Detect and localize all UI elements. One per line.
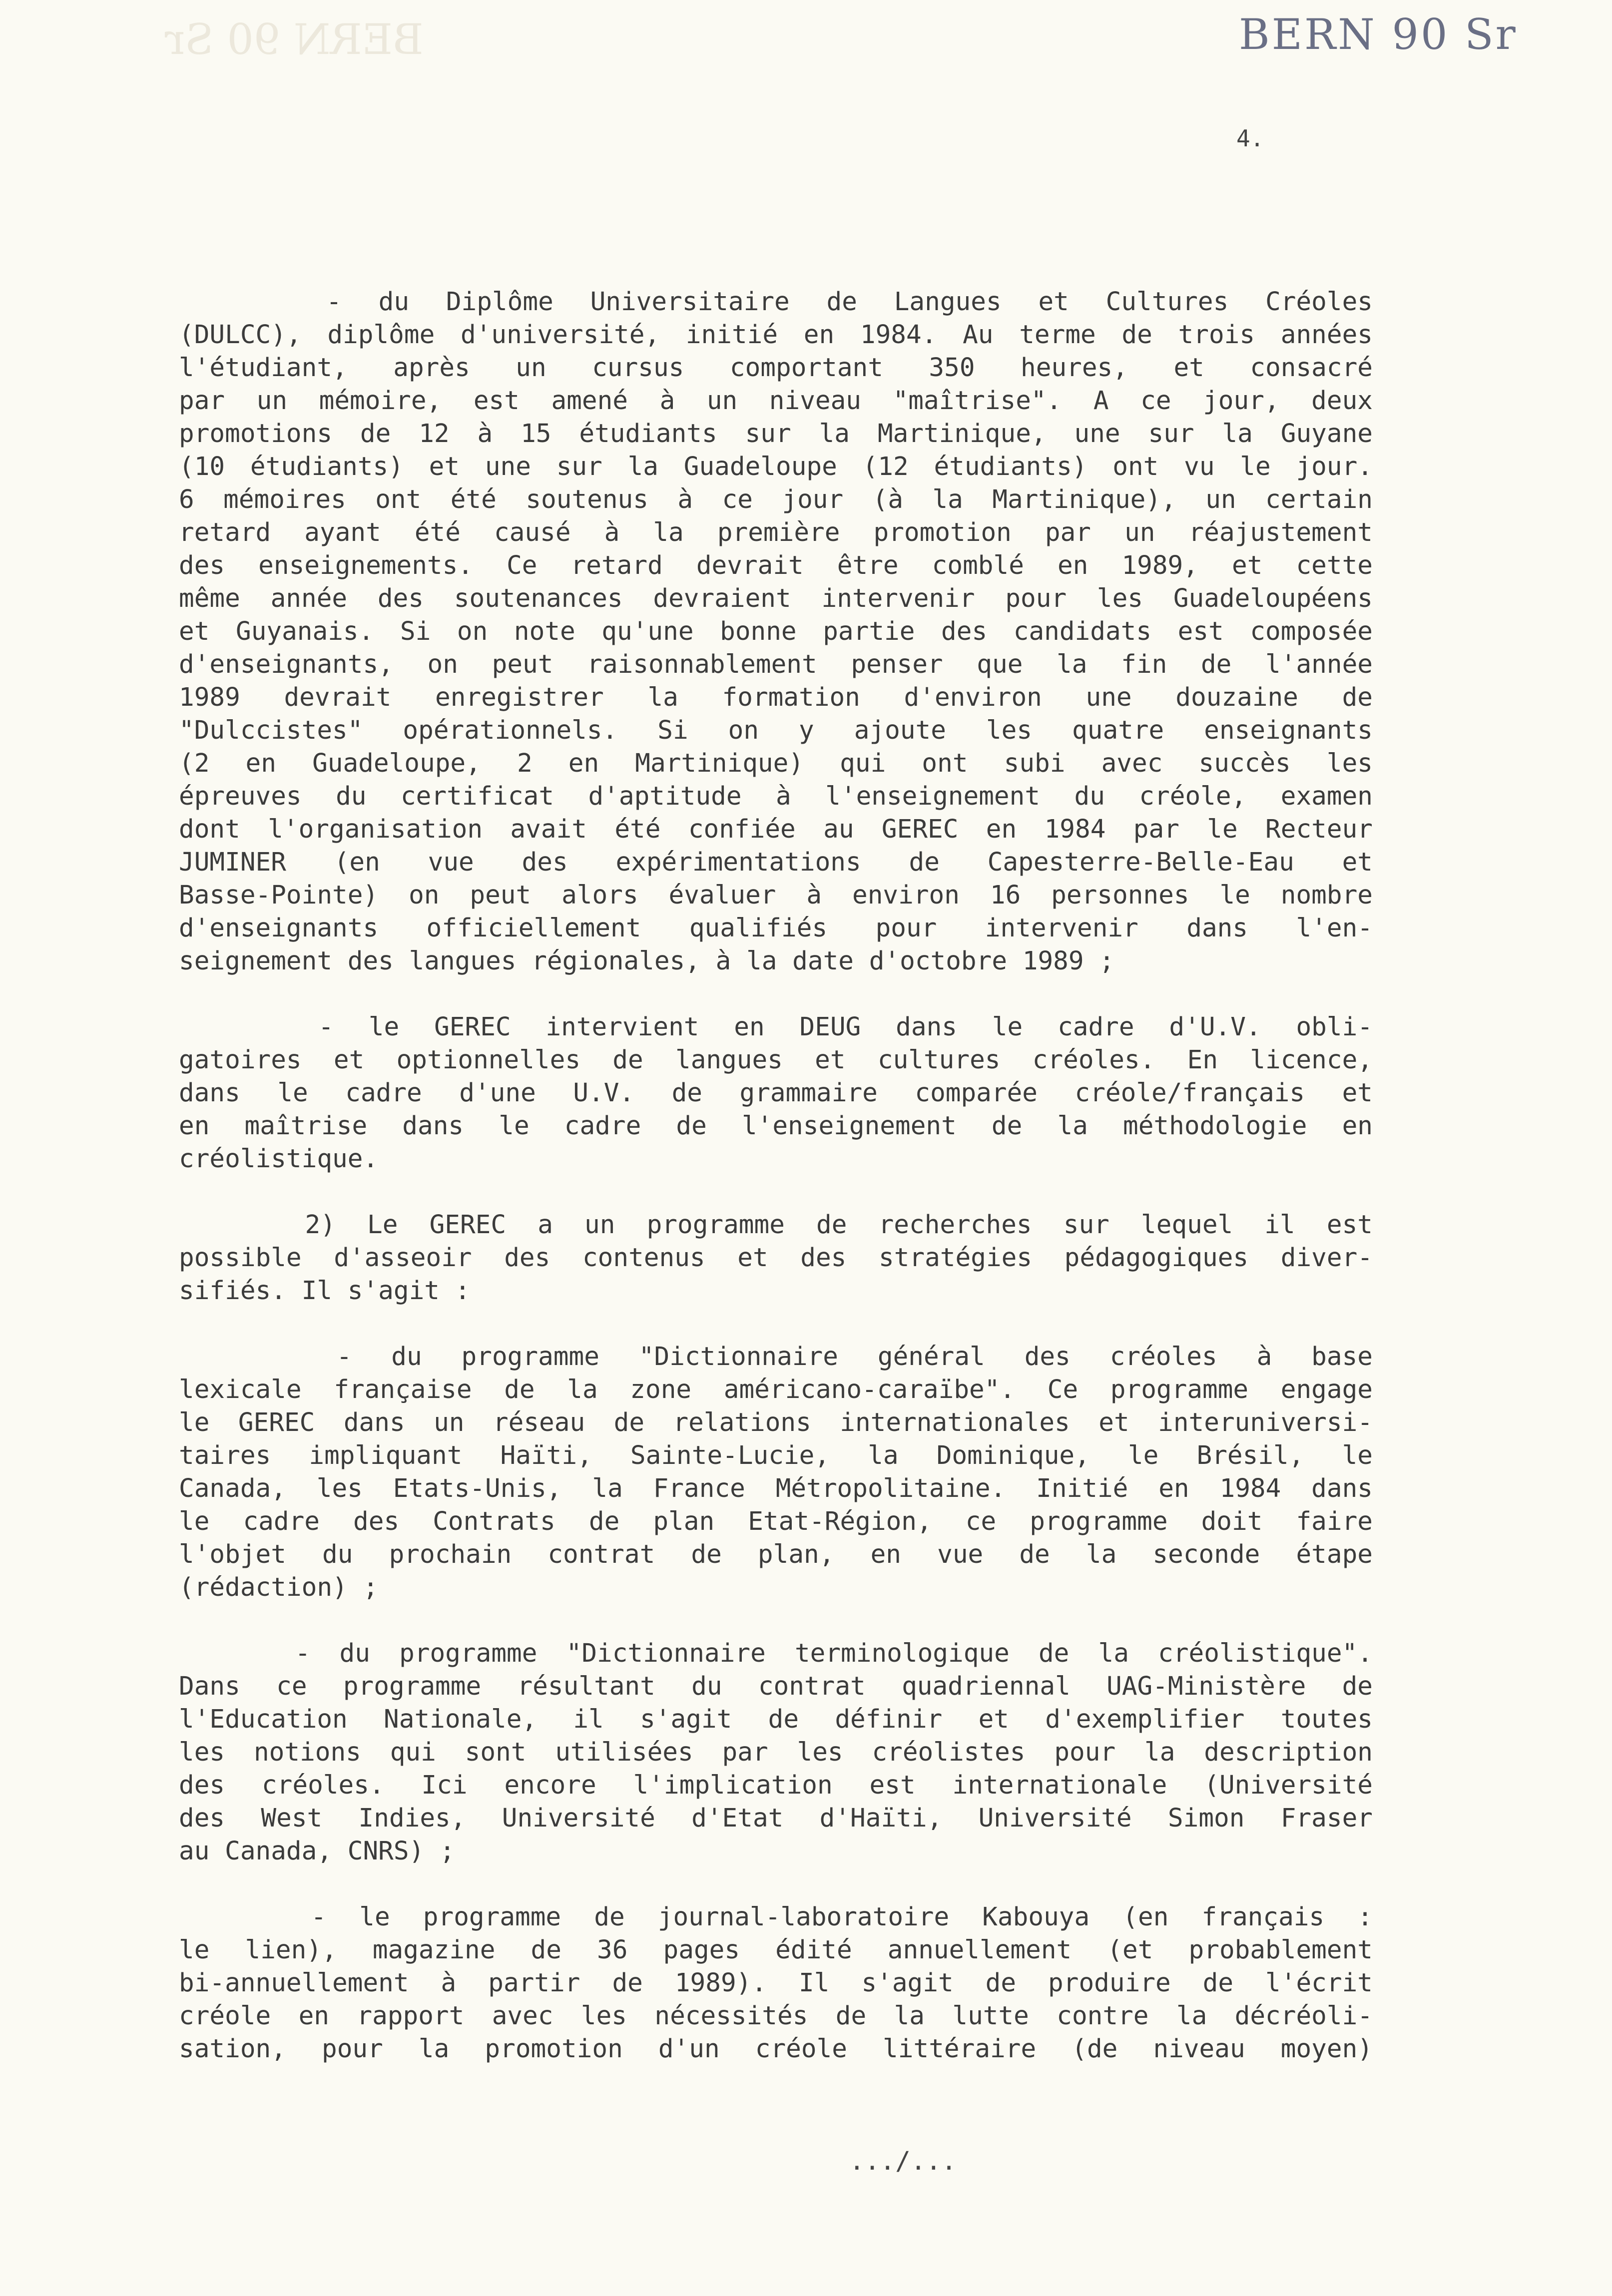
text-line: (rédaction) ; (179, 1573, 379, 1602)
text-line: au Canada, CNRS) ; (179, 1837, 455, 1866)
text-line: gatoires et optionnelles de langues et cultures créoles. En licence, (179, 1045, 1373, 1075)
text-line: 1989 devrait enregistrer la formation d'environ une douzaine de (179, 683, 1373, 712)
text-line: l'étudiant, après un cursus comportant 350 heures, et consacré (179, 353, 1373, 383)
paragraph-gap (179, 1176, 1373, 1209)
text-line: des West Indies, Université d'Etat d'Haïti, Université Simon Fraser (179, 1804, 1373, 1833)
text-line: promotions de 12 à 15 étudiants sur la Martinique, une sur la Guyane (179, 419, 1373, 449)
text-line: seignement des langues régionales, à la date d'octobre 1989 ; (179, 946, 1114, 976)
text-line: (10 étudiants) et une sur la Guadeloupe (12 étudiants) ont vu le jour. (179, 452, 1373, 481)
text-line: sation, pour la promotion d'un créole littéraire (de niveau moyen) (179, 2034, 1373, 2064)
text-line: le lien), magazine de 36 pages édité annuellement (et probablement (179, 1935, 1373, 1965)
bleed-through-note: BERN 90 Sr (165, 15, 424, 64)
text-line: épreuves du certificat d'aptitude à l'enseignement du créole, examen (179, 782, 1373, 811)
text-line: créole en rapport avec les nécessités de la lutte contre la décréoli- (179, 2001, 1373, 2031)
text-line: par un mémoire, est amené à un niveau "maîtrise". A ce jour, deux (179, 386, 1373, 416)
text-line: dans le cadre d'une U.V. de grammaire comparée créole/français et (179, 1078, 1373, 1108)
text-line: dont l'organisation avait été confiée au GEREC en 1984 par le Recteur (179, 815, 1373, 844)
text-line: le cadre des Contrats de plan Etat-Région, ce programme doit faire (179, 1507, 1373, 1536)
text-line: Dans ce programme résultant du contrat quadriennal UAG-Ministère de (179, 1672, 1373, 1701)
handwritten-annotation: BERN 90 Sr (1239, 10, 1518, 59)
text-line: (2 en Guadeloupe, 2 en Martinique) qui ont subi avec succès les (179, 749, 1373, 778)
text-line: et Guyanais. Si on note qu'une bonne partie des candidats est composée (179, 617, 1373, 646)
text-line: l'objet du prochain contrat de plan, en vue de la seconde étape (179, 1540, 1373, 1569)
text-line: créolistique. (179, 1144, 379, 1174)
text-line: des enseignements. Ce retard devrait être comblé en 1989, et cette (179, 551, 1373, 580)
text-line: lexicale française de la zone américano-caraïbe". Ce programme engage (179, 1375, 1373, 1404)
text-line: - le programme de journal-laboratoire Kabouya (en français : (179, 1902, 1373, 1932)
paragraph-gap (179, 1868, 1373, 1901)
text-line: 2) Le GEREC a un programme de recherches sur lequel il est (179, 1210, 1373, 1240)
text-line: taires impliquant Haïti, Sainte-Lucie, la Dominique, le Brésil, le (179, 1441, 1373, 1470)
continuation-marker: .../... (849, 2147, 957, 2176)
text-line: Basse-Pointe) on peut alors évaluer à environ 16 personnes le nombre (179, 881, 1373, 910)
text-line: Canada, les Etats-Unis, la France Métropolitaine. Initié en 1984 dans (179, 1474, 1373, 1503)
page-number: 4. (1236, 125, 1264, 152)
text-line: bi-annuellement à partir de 1989). Il s'agit de produire de l'écrit (179, 1968, 1373, 1998)
text-line: retard ayant été causé à la première promotion par un réajustement (179, 518, 1373, 547)
text-line: "Dulccistes" opérationnels. Si on y ajoute les quatre enseignants (179, 716, 1373, 745)
text-line: - du programme "Dictionnaire terminologique de la créolistique". (179, 1639, 1373, 1668)
text-line: en maîtrise dans le cadre de l'enseignement de la méthodologie en (179, 1111, 1373, 1141)
text-line: - du programme "Dictionnaire général des créoles à base (179, 1342, 1373, 1372)
text-line: d'enseignants, on peut raisonnablement penser que la fin de l'année (179, 650, 1373, 679)
paragraph-gap (179, 1604, 1373, 1637)
text-line: 6 mémoires ont été soutenus à ce jour (à la Martinique), un certain (179, 485, 1373, 514)
text-line: - le GEREC intervient en DEUG dans le cadre d'U.V. obli- (179, 1012, 1373, 1042)
text-line: l'Education Nationale, il s'agit de définir et d'exemplifier toutes (179, 1705, 1373, 1734)
body-text (179, 286, 1373, 2066)
text-line: - du Diplôme Universitaire de Langues et Cultures Créoles (179, 287, 1373, 317)
text-line: les notions qui sont utilisées par les créolistes pour la description (179, 1738, 1373, 1767)
text-line: le GEREC dans un réseau de relations internationales et interuniversi- (179, 1408, 1373, 1437)
text-line: JUMINER (en vue des expérimentations de Capesterre-Belle-Eau et (179, 848, 1373, 877)
text-line: même année des soutenances devraient intervenir pour les Guadeloupéens (179, 584, 1373, 613)
text-line: (DULCC), diplôme d'université, initié en 1984. Au terme de trois années (179, 320, 1373, 350)
paragraph-gap (179, 1308, 1373, 1341)
text-line: des créoles. Ici encore l'implication est internationale (Université (179, 1771, 1373, 1800)
text-line: possible d'asseoir des contenus et des stratégies pédagogiques diver- (179, 1243, 1373, 1273)
paragraph-gap (179, 978, 1373, 1011)
text-line: d'enseignants officiellement qualifiés pour intervenir dans l'en- (179, 914, 1373, 943)
text-line: sifiés. Il s'agit : (179, 1276, 471, 1306)
